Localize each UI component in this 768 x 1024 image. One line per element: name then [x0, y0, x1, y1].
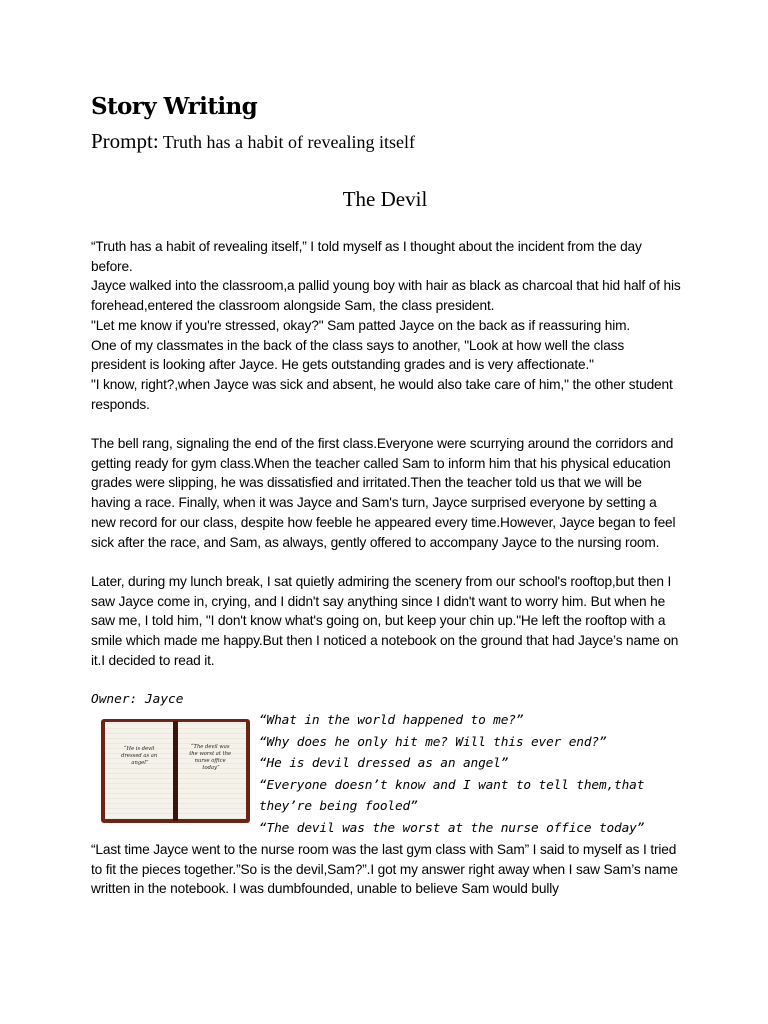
notebook-quote: “He is devil dressed as an angel”: [259, 756, 509, 772]
prompt-text: Truth has a habit of revealing itself: [162, 132, 415, 152]
notebook-owner-line: Owner: Jayce: [91, 692, 184, 707]
story-paragraph: The bell rang, signaling the end of the first class.Everyone were scurrying around the corridors and getting ready for gym class.When the teacher called Sam to inform him that his physical education grades were slipping, he was dissatisfied and irritated.Then the teacher told us that we will be having a race. Finally, when it was Jayce and Sam's turn, Jayce surprised everyone by setting a new record for our class, despite how feeble he appeared every time.However, Jayce began to feel sick after the race, and Sam, as always, gently offered to accompany Jayce to the nursing room.: [91, 436, 676, 550]
paragraph-spacer: [91, 552, 681, 572]
notebook-quote: “Everyone doesn’t know and I want to tell them,that they’re being fooled”: [259, 777, 645, 815]
svg-text:“The devil was the worst: “The devil was the worst at the nurse office today”: [189, 744, 232, 771]
notebook-quotes: [259, 710, 679, 840]
story-paragraph: "Let me know if you're stressed, okay?" Sam patted Jayce on the back as if reassuring him.: [91, 317, 630, 333]
story-closing-paragraph: “Last time Jayce went to the nurse room was the last gym class with Sam” I said to myself as I tried to fit the pieces together.”So is the devil,Sam?”.I got my answer right away when I saw Sam’s name written in the notebook. I was dumbfounded, unable to believe Sam would bully: [91, 842, 678, 897]
prompt-label: Prompt:: [91, 129, 159, 153]
document-title: Story Writing: [91, 93, 258, 120]
story-title: The Devil: [342, 187, 428, 211]
prompt-line: [91, 128, 415, 157]
story-paragraph: Later, during my lunch break, I sat quietly admiring the scenery from our school's rooftop,but then I saw Jayce come in, crying, and I didn't say anything since I didn't want to worry him. But when he saw me, I told him, "I don't know what's going on, but keep your chin up."He left the rooftop with a smile which made me happy.But then I noticed a notebook on the ground that had Jayce’s name on it.I decided to read it.: [91, 573, 679, 668]
notebook-quote: “What in the world happened to me?”: [259, 713, 524, 728]
story-paragraph: One of my classmates in the back of the class says to another, "Look at how well the class president is looking after Jayce. He gets outstanding grades and is very affectionate.": [91, 337, 625, 373]
story-paragraph: "I know, right?,when Jayce was sick and absent, he would also take care of him," the other student responds.: [91, 376, 673, 412]
paragraph-spacer: [91, 414, 681, 434]
story-body: [91, 237, 681, 670]
svg-text:“He is devil dressed as: “He is devil dressed as an angel”: [121, 746, 158, 766]
notebook-quote: “The devil was the worst at the nurse office today”: [259, 820, 645, 836]
notebook-image: [101, 719, 250, 823]
notebook-spine: [173, 721, 178, 821]
story-paragraph: “Truth has a habit of revealing itself,” I told myself as I thought about the incident from the day before.: [91, 239, 642, 274]
story-paragraph: Jayce walked into the classroom,a pallid young boy with hair as black as charcoal that hid half of his forehead,entered the classroom alongside Sam, the class president.: [91, 278, 681, 314]
notebook-quote: “Why does he only hit me? Will this ever end?”: [259, 734, 607, 750]
